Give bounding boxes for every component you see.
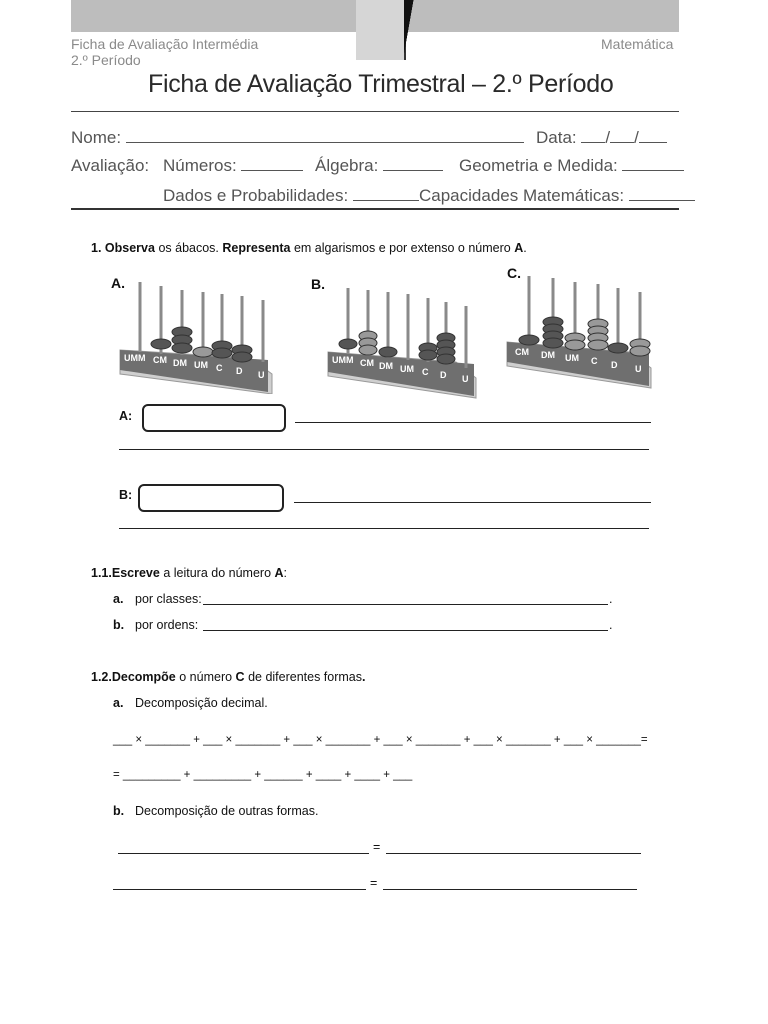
page-title: Ficha de Avaliação Trimestral – 2.º Período	[148, 70, 614, 98]
answer-a-words-line-1[interactable]	[295, 422, 651, 423]
algebra-row	[315, 156, 443, 176]
answer-b-words-line-2[interactable]	[119, 528, 649, 529]
evaluation-label: Avaliação:	[71, 156, 150, 175]
q11-colon: :	[283, 566, 288, 580]
algebra-field[interactable]	[383, 156, 443, 171]
q11-text: a leitura do número	[163, 566, 272, 580]
answer-b-number-box[interactable]	[138, 484, 284, 512]
q12-b-left-line-2[interactable]	[113, 889, 366, 890]
q11-a-text: por classes:	[135, 592, 202, 606]
abacus-c	[505, 272, 655, 390]
q1-text-1: os ábacos.	[158, 241, 219, 255]
abacus-a-col-label: D	[236, 366, 243, 376]
q11-number: 1.1.	[91, 566, 112, 580]
abacus-b-col-label: C	[422, 367, 429, 377]
abacus-a-col-label: U	[258, 370, 265, 380]
q12-b-text: Decomposição de outras formas.	[135, 804, 319, 818]
data-prob-label: Dados e Probabilidades:	[163, 186, 349, 205]
q12-verb: Decompõe	[111, 670, 176, 684]
abacus-b-col-label: D	[440, 370, 447, 380]
q12-text-2: de diferentes formas	[248, 670, 363, 684]
q11-b-label: b.	[113, 618, 125, 632]
date-label: Data:	[536, 128, 577, 147]
geometry-row	[459, 156, 684, 176]
answer-a-words-line-2[interactable]	[119, 449, 649, 450]
capacities-field[interactable]	[629, 186, 695, 201]
abacus-b-col-label: DM	[379, 361, 393, 371]
q12-b-right-line-2[interactable]	[383, 889, 637, 890]
form-divider	[71, 208, 679, 210]
abacus-c-label: C.	[507, 265, 521, 281]
q11-verb: Escreve	[111, 566, 160, 580]
q1-dot: .	[523, 241, 527, 255]
abacus-a-col-label: DM	[173, 358, 187, 368]
q1-verb-observa: Observa	[104, 241, 155, 255]
q12-b-label: b.	[113, 804, 125, 818]
capacities-row	[419, 186, 695, 206]
name-row	[71, 128, 524, 148]
title-divider	[71, 111, 679, 112]
q12-decimal-equation-2[interactable]: = _________ + _________ + ______ + ____ + ____ + ___	[113, 769, 413, 781]
date-year-field[interactable]	[639, 128, 667, 143]
q12-a-label: a.	[113, 696, 124, 710]
answer-b-words-line-1[interactable]	[294, 502, 651, 503]
subject-label: Matemática	[601, 36, 674, 52]
geometry-field[interactable]	[622, 156, 684, 171]
q11-b-answer-line[interactable]	[203, 630, 608, 631]
q11-a-label: a.	[113, 592, 124, 606]
abacus-b-col-label: CM	[360, 358, 374, 368]
question-1-2	[91, 670, 366, 684]
q11-b-end: .	[609, 618, 613, 632]
abacus-a-col-label: CM	[153, 355, 167, 365]
name-label: Nome:	[71, 128, 122, 147]
algebra-label: Álgebra:	[315, 156, 379, 175]
date-day-field[interactable]	[581, 128, 605, 143]
subtitle-line-2: 2.º Período	[71, 52, 141, 68]
q12-b-left-line-1[interactable]	[118, 853, 369, 854]
q1-letter: A	[514, 241, 524, 255]
q1-verb-representa: Representa	[222, 241, 291, 255]
numbers-label: Números:	[163, 156, 237, 175]
q12-b-equals-2: =	[370, 876, 378, 890]
numbers-row	[163, 156, 303, 176]
geometry-label: Geometria e Medida:	[459, 156, 618, 175]
question-1	[91, 241, 527, 255]
date-month-field[interactable]	[610, 128, 634, 143]
header-tab	[356, 0, 406, 60]
capacities-label: Capacidades Matemáticas:	[419, 186, 625, 205]
q12-number: 1.2.	[91, 670, 112, 684]
abacus-b-col-label: U	[462, 374, 469, 384]
q12-b-right-line-1[interactable]	[386, 853, 641, 854]
q1-text-2: em algarismos e por extenso o número	[293, 241, 511, 255]
abacus-c-col-label: C	[591, 356, 598, 366]
abacus-b-col-label: UM	[400, 364, 414, 374]
answer-a-number-box[interactable]	[142, 404, 286, 432]
q12-letter: C	[235, 670, 245, 684]
abacus-c-col-label: D	[611, 360, 618, 370]
q11-a-end: .	[609, 592, 613, 606]
name-field[interactable]	[126, 128, 524, 143]
abacus-c-col-label: DM	[541, 350, 555, 360]
abacus-a-col-label: UMM	[124, 353, 146, 363]
header-tab-shadow	[404, 0, 414, 62]
q12-text-1: o número	[179, 670, 233, 684]
data-prob-field[interactable]	[353, 186, 419, 201]
data-prob-row	[163, 186, 419, 206]
abacus-a	[118, 282, 278, 394]
abacus-a-col-label: UM	[194, 360, 208, 370]
abacus-a-label: A.	[111, 275, 125, 291]
answer-b-label: B:	[119, 488, 133, 502]
abacus-c-col-label: U	[635, 364, 642, 374]
abacus-c-col-label: UM	[565, 353, 579, 363]
numbers-field[interactable]	[241, 156, 303, 171]
answer-a-label: A:	[119, 409, 133, 423]
abacus-b	[326, 284, 481, 400]
abacus-b-label: B.	[311, 276, 325, 292]
abacus-c-col-label: CM	[515, 347, 529, 357]
q11-b-text: por ordens:	[135, 618, 199, 632]
date-row	[536, 128, 667, 148]
q11-letter: A	[274, 566, 284, 580]
q12-a-text: Decomposição decimal.	[135, 696, 268, 710]
question-1-1	[91, 566, 287, 580]
date-slash: /	[634, 128, 639, 147]
q12-decimal-equation-1[interactable]: ___ × _______ + ___ × _______ + ___ × _______ + ___ × _______ + ___ × _______ + ___ × _______=	[113, 734, 648, 746]
subtitle-line-1: Ficha de Avaliação Intermédia	[71, 36, 259, 52]
q12-dot: .	[362, 670, 366, 684]
abacus-a-col-label: C	[216, 363, 223, 373]
abacus-b-col-label: UMM	[332, 355, 354, 365]
date-slash: /	[605, 128, 611, 147]
q12-b-equals-1: =	[373, 840, 381, 854]
q1-number: 1.	[91, 241, 102, 255]
q11-a-answer-line[interactable]	[203, 604, 608, 605]
